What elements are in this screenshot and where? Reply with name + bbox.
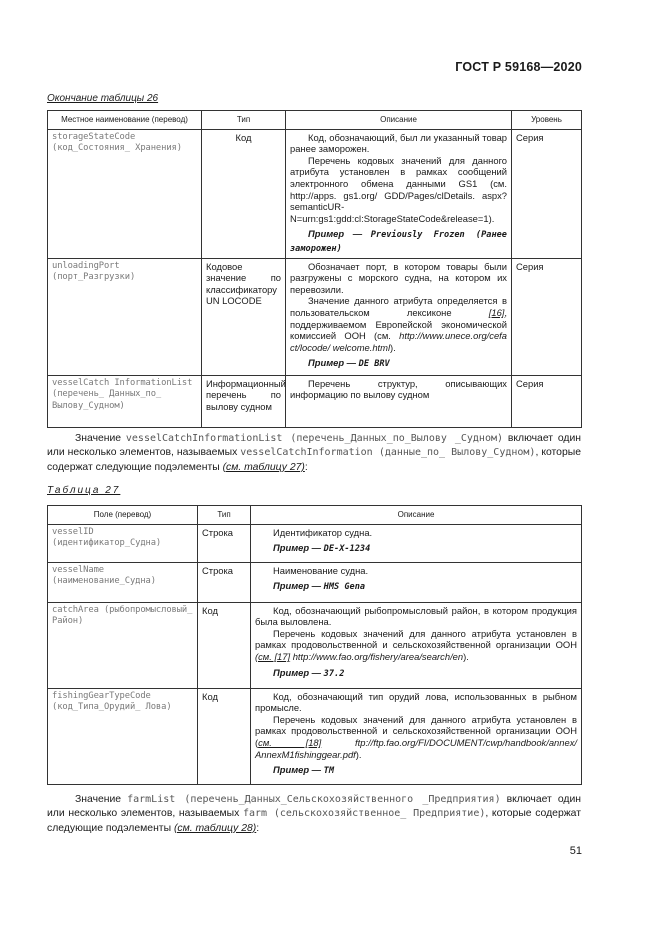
example-value: DE BRV xyxy=(358,359,390,370)
field-name-cell: vesselCatch InformationList (перечень_ Данных_по_ Вылову_Судном) xyxy=(48,375,202,427)
example-label: Пример — xyxy=(273,666,322,678)
example-line xyxy=(255,542,577,556)
paragraph-vessel-catch: Значение vesselCatchInformationList (перечень_Данных_по_Вылову _Судном) включает один или несколько элементов, называемых vesselCatchInformation (данные_по_ Вылову_Судном), которые содержат следующие подэлементы (см. таблицу 27): xyxy=(47,433,581,473)
example-line xyxy=(255,667,577,681)
reference-link[interactable]: (см. [17] xyxy=(255,650,291,662)
table-row xyxy=(48,602,582,688)
description-cell xyxy=(286,375,512,427)
example-label: Пример — xyxy=(308,357,357,369)
table-27 xyxy=(47,505,582,785)
example-value: TM xyxy=(323,766,335,777)
description-cell xyxy=(286,258,512,375)
table-row xyxy=(48,524,582,562)
level-cell: Серия xyxy=(512,375,582,427)
column-header: Описание xyxy=(251,506,582,525)
example-value: HMS Gena xyxy=(323,582,366,593)
example-line xyxy=(290,357,507,371)
field-name-cell: storageStateCode (код_Состояния_ Хранения) xyxy=(48,129,202,258)
table-row xyxy=(48,129,582,258)
example-line xyxy=(290,228,507,255)
table-row xyxy=(48,258,582,375)
table-26-caption: Окончание таблицы 26 xyxy=(47,93,159,104)
type-cell: Информационный перечень по вылову судном xyxy=(202,375,286,427)
table-28-reference[interactable]: (см. таблицу 28) xyxy=(173,822,257,834)
field-name-cell: vesselName (наименование_Судна) xyxy=(48,562,198,602)
description-text: Код, обозначающий рыбопромысловый район, в котором продукция была выловлена. xyxy=(255,604,577,628)
description-cell xyxy=(251,602,582,688)
column-header: Уровень xyxy=(512,111,582,130)
example-label: Пример — xyxy=(273,542,322,554)
table-27-caption: Таблица 27 xyxy=(47,485,121,496)
field-name-cell: fishingGearTypeCode (код_Типа_Орудий_ Лова) xyxy=(48,688,198,784)
example-value: Previously Frozen (Ранее заморожен) xyxy=(290,230,507,254)
type-cell: Код xyxy=(202,129,286,258)
column-header: Поле (перевод) xyxy=(48,506,198,525)
table-row xyxy=(48,562,582,602)
paragraph-farm-list: Значение farmList (перечень_Данных_Сельскохозяйственного _Предприятия) включает один или несколько элементов, называемых farm (сельскохозяйственное_ Предприятие), которые содержат следующие подэлементы (см. таблицу 28): xyxy=(47,794,581,834)
page-number: 51 xyxy=(569,845,582,857)
description-cell xyxy=(251,688,582,784)
field-name-cell: unloadingPort (порт_Разгрузки) xyxy=(48,258,202,375)
description-cell xyxy=(251,524,582,562)
table-row xyxy=(48,688,582,784)
table-header-row xyxy=(48,506,582,525)
description-text: Перечень кодовых значений для данного атрибута установлен в рамках сообщений электронного обмена данными GS1 (см. http://apps. gs1.org/ GDD/Pages/clDetails. aspx?semanticURN=urn:gs1:gdd:cl:StorageStateCode&release=1). xyxy=(290,154,507,224)
description-text: Перечень структур, описывающих информацию по вылову судном xyxy=(290,377,507,401)
column-header: Описание xyxy=(286,111,512,130)
description-text: Код, обозначающий, был ли указанный товар ранее заморожен. xyxy=(290,131,507,155)
column-header: Тип xyxy=(198,506,251,525)
table-header-row xyxy=(48,111,582,130)
description-text: Наименование судна. xyxy=(273,564,369,576)
description-text: Обозначает порт, в котором товары были разгружены с морского судна, на котором их перевозили. xyxy=(290,260,507,295)
code-term: farm (сельскохозяйственное_ Предприятие) xyxy=(242,808,486,820)
example-label: Пример — xyxy=(273,580,322,592)
type-cell: Кодовое значение по классификатору UN LOCODE xyxy=(202,258,286,375)
reference-link[interactable]: см. [18] xyxy=(258,736,322,748)
type-cell: Строка xyxy=(198,524,251,562)
description-text: Значение данного атрибута определяется в пользовательском лексиконе [16], поддерживаемом Европейской экономической комиссией ООН (см. http://www.unece.org/cefa ct/locode/ welcome.html). xyxy=(290,295,507,353)
level-cell: Серия xyxy=(512,258,582,375)
column-header: Тип xyxy=(202,111,286,130)
code-term: vesselCatchInformationList (перечень_Данных_по_Вылову _Судном) xyxy=(125,433,504,444)
level-cell: Серия xyxy=(512,129,582,258)
table-27-reference[interactable]: (см. таблицу 27) xyxy=(222,461,305,473)
description-text: Перечень кодовых значений для данного атрибута установлен в рамках продовольственной и сельскохозяйственной организации ООН (см. [17] http://www.fao.org/fishery/area/search/en). xyxy=(255,627,577,662)
example-label: Пример — xyxy=(273,764,322,776)
description-text: Код, обозначающий тип орудий лова, использованных в рыбном промысле. xyxy=(255,690,577,714)
code-term: farmList (перечень_Данных_Сельскохозяйственного _Предприятия) xyxy=(127,794,501,805)
example-value: DE-X-1234 xyxy=(323,544,371,555)
reference-link[interactable]: [16] xyxy=(488,306,505,318)
description-cell xyxy=(286,129,512,258)
type-cell: Строка xyxy=(198,562,251,602)
example-value: 37.2 xyxy=(323,668,345,679)
table-26 xyxy=(47,110,582,428)
table-row xyxy=(48,375,582,427)
standard-designation: ГОСТ Р 59168—2020 xyxy=(455,60,582,74)
type-cell: Код xyxy=(198,688,251,784)
description-text: Идентификатор судна. xyxy=(273,526,373,538)
code-term: vesselCatchInformation (данные_по_ Вылову_Судном) xyxy=(240,447,536,459)
type-cell: Код xyxy=(198,602,251,688)
description-cell xyxy=(251,562,582,602)
example-line xyxy=(255,580,577,594)
column-header: Местное наименование (перевод) xyxy=(48,111,202,130)
description-text: Перечень кодовых значений для данного атрибута установлен в рамках продовольственной и сельскохозяйственной организации ООН (см. [18] ftp://ftp.fao.org/FI/DOCUMENT/cwp/handbook/annex/ AnnexM1fishinggear.pdf). xyxy=(255,713,577,760)
field-name-cell: vesselID (идентификатор_Судна) xyxy=(48,524,198,562)
field-name-cell: catchArea (рыбопромысловый_ Район) xyxy=(48,602,198,688)
example-line xyxy=(255,764,577,778)
example-label: Пример — xyxy=(308,228,363,240)
